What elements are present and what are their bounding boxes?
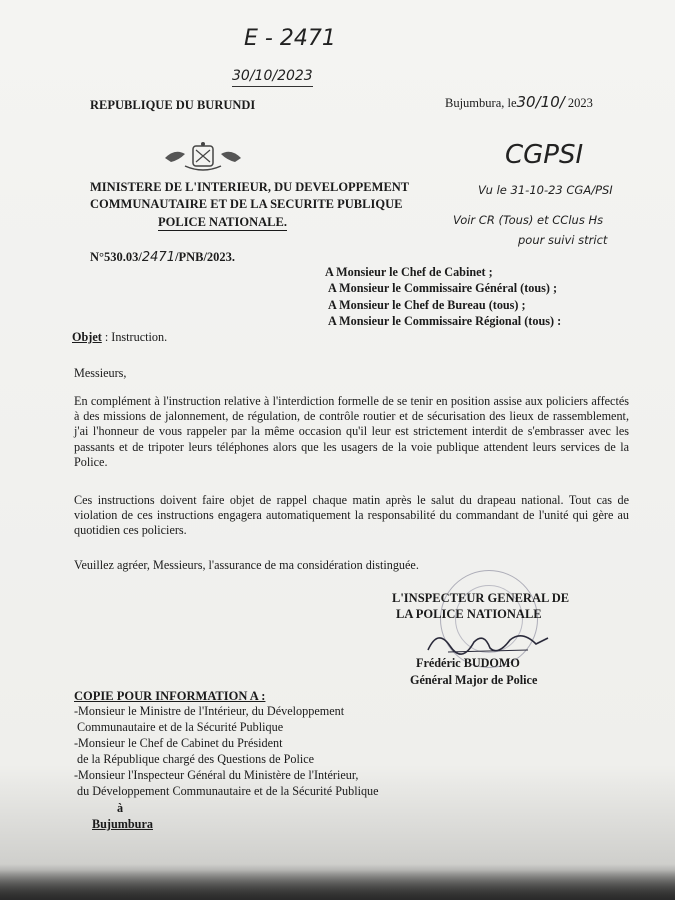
salutation: Messieurs, [74, 366, 127, 380]
copy-heading: COPIE POUR INFORMATION A : [74, 689, 266, 703]
coat-of-arms-emblem [163, 140, 243, 174]
reference-handwritten: 2471 [141, 250, 175, 265]
signatory-name: Frédéric BUDOMO [416, 656, 520, 670]
reference-suffix: /PNB/2023. [174, 250, 236, 264]
page-bottom-shadow [0, 870, 675, 900]
handwritten-note-line3: pour suivi strict [518, 233, 608, 247]
copy-line-3: -Monsieur le Chef de Cabinet du Président [74, 736, 283, 750]
reference-number [90, 250, 235, 265]
copy-line-4: de la République chargé des Questions de Police [77, 752, 315, 766]
ministry-line2: COMMUNAUTAIRE ET DE LA SECURITE PUBLIQUE [90, 197, 403, 211]
handwritten-reference-code: E - 2471 [244, 26, 336, 51]
country-name: REPUBLIQUE DU BURUNDI [90, 98, 256, 112]
ministry-line1: MINISTERE DE L'INTERIEUR, DU DEVELOPPEMENT [90, 180, 410, 194]
copy-line-2: Communautaire et de la Sécurité Publique [77, 720, 284, 734]
paragraph-2: Ces instructions doivent faire objet de rappel chaque matin après le salut du drapeau national. Tout cas de violation de ces instructions engagera automatiquement la responsabilité du commandant de l'unité qui gère au quotidien ces policiers. [74, 493, 629, 538]
handwritten-received-date: 30/10/2023 [232, 68, 313, 87]
city-date-prefix: Bujumbura, le [445, 96, 517, 110]
object-label: Objet [72, 330, 102, 344]
reference-prefix: N°530.03/ [90, 250, 142, 264]
paragraph-3: Veuillez agréer, Messieurs, l'assurance de ma considération distinguée. [74, 558, 419, 572]
copy-city: Bujumbura [92, 817, 153, 831]
handwritten-note-line2: Voir CR (Tous) et CClus Hs [453, 213, 604, 227]
city-date-year: 2023 [567, 96, 593, 110]
recipient-2: A Monsieur le Commissaire Général (tous) ; [328, 281, 558, 295]
object-value: : Instruction. [104, 330, 168, 344]
signatory-title-line1: L'INSPECTEUR GENERAL DE [392, 591, 570, 605]
copy-line-5: -Monsieur l'Inspecteur Général du Ministère de l'Intérieur, [74, 768, 359, 782]
copy-line-6: du Développement Communautaire et de la Sécurité Publique [77, 784, 379, 798]
recipient-1: A Monsieur le Chef de Cabinet ; [325, 265, 493, 279]
city-date [445, 93, 593, 111]
handwritten-cgpsi: CGPSI [505, 140, 584, 170]
object-line [72, 330, 167, 345]
paragraph-1: En complément à l'instruction relative à l'interdiction formelle de se tenir en position assise aux policiers affectés à des missions de jalonnement, de régulation, de contrôle routier et de sécurisation des lieux de rassemblement, j'ai l'honneur de vous rappeler par la même occasion qu'il leur est strictement interdit de s'embrasser avec les passants et de tripoter leurs téléphones alors que les usagers de la voie publique attendent leurs services de la Police. [74, 394, 629, 469]
signatory-rank: Général Major de Police [410, 673, 538, 687]
ministry-line3: POLICE NATIONALE. [158, 215, 287, 229]
recipient-4: A Monsieur le Commissaire Régional (tous) : [328, 314, 562, 328]
city-date-handwritten: 30/10/ [516, 93, 565, 111]
handwritten-note-line1: Vu le 31-10-23 CGA/PSI [478, 183, 613, 197]
copy-line-1: -Monsieur le Ministre de l'Intérieur, du Développement [74, 704, 345, 718]
signatory-title-line2: LA POLICE NATIONALE [396, 607, 542, 621]
recipient-3: A Monsieur le Chef de Bureau (tous) ; [328, 298, 526, 312]
copy-a: à [117, 801, 124, 815]
